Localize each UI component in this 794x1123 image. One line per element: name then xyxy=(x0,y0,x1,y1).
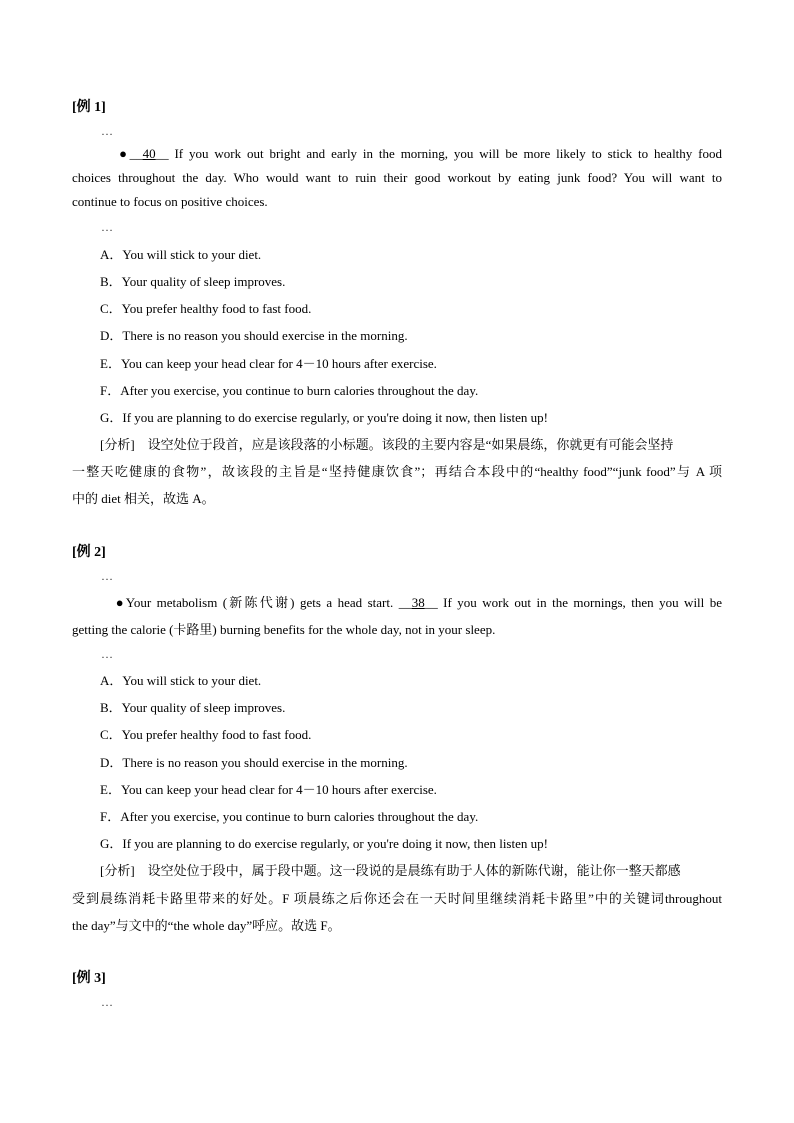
example-2-option-d: D．There is no reason you should exercise in the morning. xyxy=(100,755,408,770)
example-2-option-e: E．You can keep your head clear for 4－10 hours after exercise. xyxy=(100,782,437,797)
example-2-heading: [例 2] xyxy=(72,545,106,560)
example-1-option-f: F．After you exercise, you continue to burn calories throughout the day. xyxy=(100,383,479,398)
ellipsis: … xyxy=(101,995,114,1009)
example-2-analysis-line-3: the day”与文中的“the whole day”呼应。故选 F。 xyxy=(72,918,341,933)
example-2-option-c: C．You prefer healthy food to fast food. xyxy=(100,727,312,742)
example-1-analysis-line-3: 中的 diet 相关，故选 A。 xyxy=(72,491,215,506)
ellipsis: … xyxy=(101,647,114,661)
example-2-option-b: B．Your quality of sleep improves. xyxy=(100,700,286,715)
ellipsis: … xyxy=(101,124,114,138)
example-1-paragraph-line-2: choices throughout the day. Who would want to ruin their good workout by eating junk food? You will want to xyxy=(72,170,722,185)
example-1-heading: [例 1] xyxy=(72,100,106,115)
example-1-option-g: G．If you are planning to do exercise regularly, or you're doing it now, then listen up! xyxy=(100,410,548,425)
example-1-option-d: D．There is no reason you should exercise in the morning. xyxy=(100,328,408,343)
example-1-option-e: E．You can keep your head clear for 4－10 hours after exercise. xyxy=(100,356,437,371)
example-2-option-g: G．If you are planning to do exercise regularly, or you're doing it now, then listen up! xyxy=(100,836,548,851)
blank-40: __40__ xyxy=(129,146,169,161)
example-2-option-f: F．After you exercise, you continue to burn calories throughout the day. xyxy=(100,809,479,824)
example-1-paragraph-line-1: ●__40__ If you work out bright and early in the morning, you will be more likely to stick to healthy food xyxy=(119,146,723,161)
example-2-analysis-line-2: 受到晨练消耗卡路里带来的好处。F 项晨练之后你还会在一天时间里继续消耗卡路里”中的关键词throughout xyxy=(72,891,722,906)
ellipsis: … xyxy=(101,220,114,234)
example-2-option-a: A．You will stick to your diet. xyxy=(100,673,262,688)
example-1-option-a: A．You will stick to your diet. xyxy=(100,247,262,262)
example-2-analysis-line-1: [分析] 设空处位于段中，属于段中题。这一段说的是晨练有助于人体的新陈代谢，能让你一整天都感 xyxy=(100,863,681,878)
example-1-option-c: C．You prefer healthy food to fast food. xyxy=(100,301,312,316)
example-2-paragraph-line-1: ●Your metabolism (新陈代谢) gets a head start. __38__ If you work out in the mornings, then you will be xyxy=(115,595,723,610)
bullet: ● xyxy=(119,146,130,161)
example-3-heading: [例 3] xyxy=(72,971,106,986)
ellipsis: … xyxy=(101,569,114,583)
example-1-option-b: B．Your quality of sleep improves. xyxy=(100,274,286,289)
example-2-paragraph-line-2: getting the calorie (卡路里) burning benefits for the whole day, not in your sleep. xyxy=(72,622,496,637)
example-1-analysis-line-1: [分析] 设空处位于段首，应是该段落的小标题。该段的主要内容是“如果晨练，你就更有可能会坚持 xyxy=(100,437,674,452)
example-1-paragraph-line-3: continue to focus on positive choices. xyxy=(72,194,268,209)
example-1-analysis-line-2: 一整天吃健康的食物”，故该段的主旨是“坚持健康饮食”；再结合本段中的“healthy food”“junk food”与 A 项 xyxy=(72,464,722,479)
blank-38: __38__ xyxy=(398,595,438,610)
